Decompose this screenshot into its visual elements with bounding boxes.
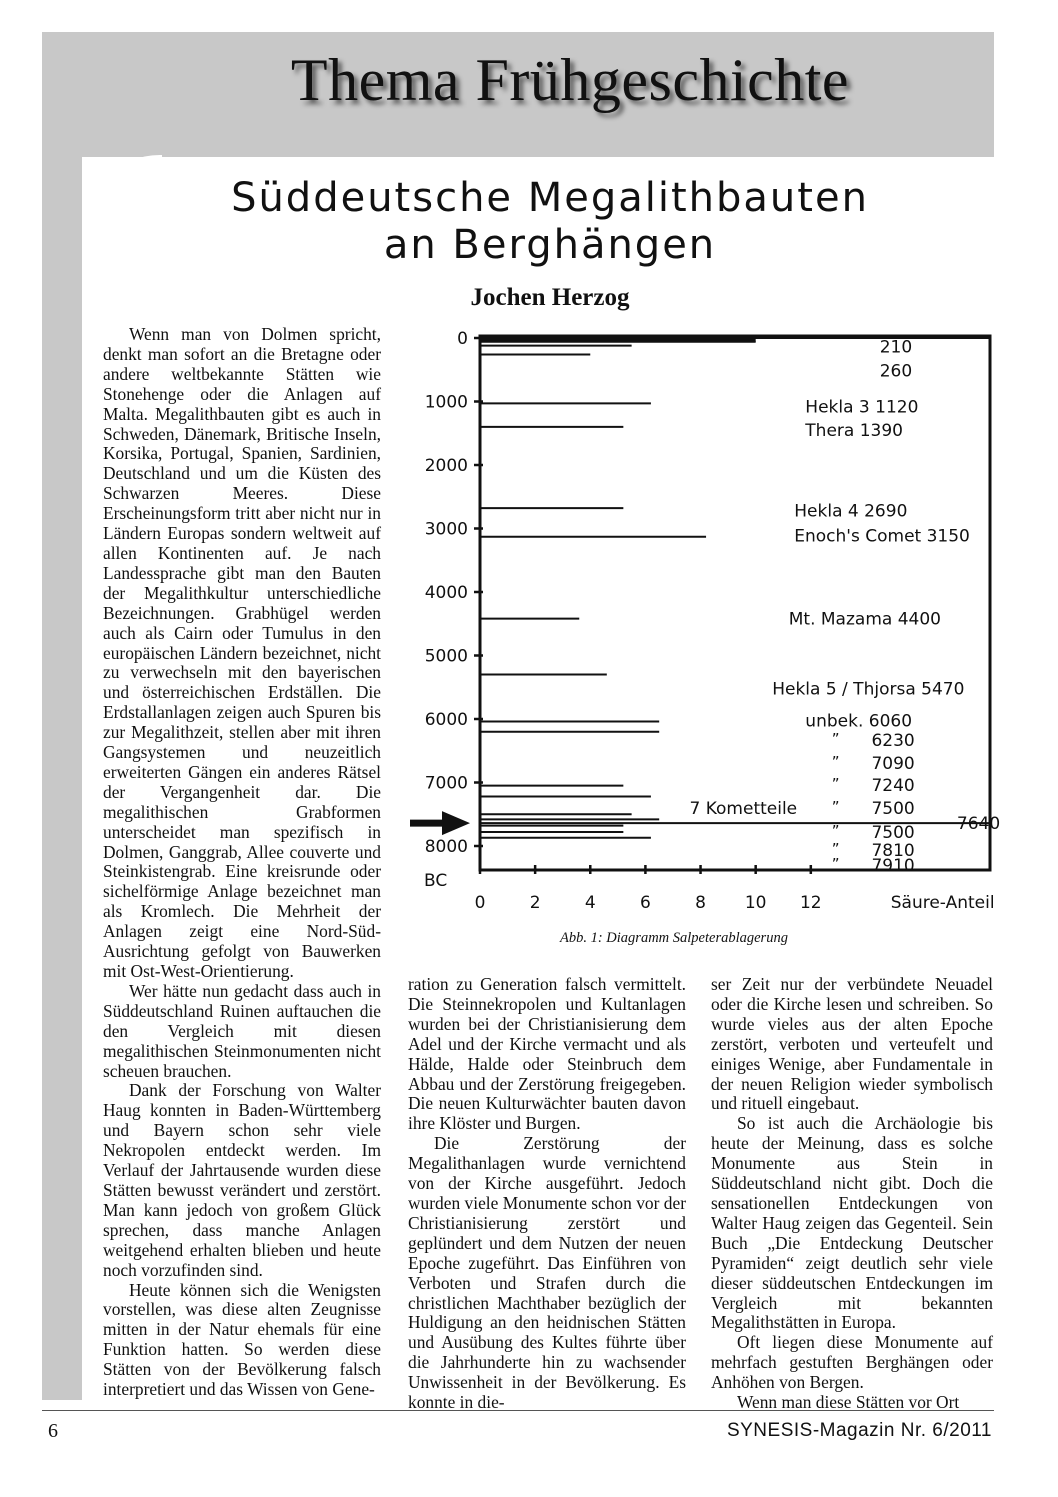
chart-annotation: Mt. Mazama 4400 (788, 609, 941, 630)
ditto-mark: ” (831, 855, 840, 874)
paragraph: Wer hätte nun gedacht dass auch in Süddeutschland Ruinen auftauchen die den Vergleich mit diesen megalithischen Steinmonumenten nicht scheuen brauchen. (103, 980, 381, 1081)
y-tick-label: 1000 (424, 392, 468, 413)
x-tick-label: 8 (695, 893, 706, 913)
x-tick-label: 0 (474, 893, 486, 913)
y-tick-label: 5000 (424, 646, 468, 667)
y-tick-label: 6000 (424, 710, 468, 730)
article-title (180, 175, 920, 269)
side-curve (82, 155, 162, 235)
footer-magazine: SYNESIS-Magazin Nr. 6/2011 (726, 1420, 992, 1441)
chart-annotation: 7 Kometteile (689, 798, 798, 819)
section-title: Thema Frühgeschichte (290, 47, 850, 113)
ditto-mark: ” (831, 775, 840, 794)
y-tick-label: 3000 (424, 519, 468, 540)
x-tick-label: 10 (744, 893, 767, 913)
text-column-2 (408, 975, 686, 1413)
paragraph: Wenn man von Dolmen spricht, denkt man sofort an die Bretagne oder andere weltbekannte Stätten wie Stonehenge oder die Anlagen auf Malta. Megalithbauten gibt es auch in Schweden, Dänemark, Britische Inseln, Korsika, Portugal, Spanien, Sardinien, Deutschland und um die Küsten des Schwarzen Meeres. Diese Erscheinungsform tritt aber nicht nur in Ländern Europas sondern weltweit auf allen Kontinenten auf. Je nach Landessprache gibt man den Bauten der Megalithkultur unterschiedliche Bezeichnungen. Grabhügel werden auch als Cairn oder Tumulus in den europäischen Ländern bezeichnet, nicht zu verwechseln mit den bayerischen und österreichischen Erdställen. Die Erdstallanlagen zeigen auch Spuren bis zur Megalithzeit, stellen aber mit ihren Gangsystemen und neuzeitlich erweiterten Gängen ein anderes Rätsel der Vergangenheit dar. Die megalithischen Grabformen unterscheidet man spezifisch in Dolmen, Ganggrab, Allee couverte und Steinkistengrab. Eine kreisrunde oder sichelförmige Anlage bezeichnet man als Kromlech. Die Mehrheit der Anlagen zeigt eine Nord-Süd-Ausrichtung gefolgt von Bauwerken mit Ost-West-Orientierung. (103, 324, 381, 981)
text-column-1 (103, 325, 381, 1400)
chart-annotation: Thera 1390 (805, 421, 904, 442)
ditto-mark: ” (831, 822, 840, 841)
paragraph: ration zu Generation falsch vermittelt. Die Steinnekropolen und Kultanlagen wurden bei der Christianisierung dem Adel und der Kirche vermacht und als Hälde, Halde oder Steinbruch dem Abbau und der Zerstörung freigegeben. Die neuen Kulturwächter bauten davon ihre Klöster und Burgen. (408, 974, 686, 1134)
article-title-line1: Süddeutsche Megalithbauten (231, 175, 869, 221)
ditto-mark: ” (831, 839, 840, 858)
y-axis-bottom-label: BC (424, 871, 448, 891)
figure-caption: Abb. 1: Diagramm Salpeterablagerung (560, 930, 788, 946)
x-tick-label: 4 (584, 893, 596, 913)
x-tick-label: 12 (799, 893, 822, 913)
page-number: 6 (48, 1420, 58, 1442)
chart-svg (404, 320, 1000, 920)
chart-annotation: 260 (879, 361, 913, 382)
side-band (42, 150, 82, 1400)
chart-annotation: 210 (879, 337, 913, 358)
chart-annotation: 7640 (956, 814, 1001, 835)
chart-annotation: Hekla 5 / Thjorsa 5470 (772, 679, 965, 700)
chart-annotation: 6230 (871, 730, 915, 751)
paragraph: Dank der Forschung von Walter Haug konnten in Baden-Württemberg und Bayern schon sehr viele Nekropolen entdeckt werden. Im Verlauf der Jahrtausende wurden diese Stätten bewusst verändert und zerstört. Man kann jedoch von großem Glück sprechen, dass manche Anlagen weitgehend erhalten blieben und heute noch vorzufinden sind. (103, 1080, 381, 1280)
paragraph: Die Zerstörung der Megalithanlagen wurde vernichtend von der Kirche ausgeführt. Jedoch wurden viele Monumente schon vor der Christianisierung zerstört und geplündert und dem Nutzen der neuen Epoche zugeführt. Das Einführen von Verboten und Strafen durch die christlichen Machthaber bezüglich der Huldigung an den heidnischen Stätten und Ausübung des Kultes führte über die Jahrhunderte hin zu wachsender Unwissenheit in der Bevölkerung. Es konnte in die- (408, 1133, 686, 1413)
arrow-head (442, 811, 470, 835)
chart-annotation: Hekla 4 2690 (794, 501, 908, 522)
chart-annotation: 7090 (871, 753, 915, 774)
chart-annotation: 7810 (871, 840, 915, 861)
chart-annotation: Enoch's Comet 3150 (794, 526, 970, 547)
x-tick-label: 6 (639, 893, 651, 913)
y-tick-label: 7000 (424, 773, 468, 794)
chart-annotation: 7240 (871, 776, 915, 797)
chart-annotation: Hekla 3 1120 (805, 397, 919, 418)
y-tick-label: 8000 (424, 837, 468, 857)
paragraph: ser Zeit nur der verbündete Neuadel oder die Kirche lesen und schreiben. So wurde vieles aus der alten Epoche zerstört, verboten und verteufelt und einiges Wenige, aber Fundamentale in der neuen Religion wieder symbolisch und rituell eingebaut. (711, 974, 993, 1114)
x-axis-label: Säure-Anteil (890, 893, 995, 913)
article-title-line2: an Berghängen (383, 222, 717, 268)
acid-deposition-chart (404, 320, 1000, 920)
chart-annotation: 7910 (871, 856, 915, 877)
paragraph: Heute können sich die Wenigsten vorstellen, was diese alten Zeugnisse mitten in der Natur ehemals für eine Funktion hatten. So werden diese Stätten von der Bevölkerung falsch interpretiert und das Wissen von Gene- (103, 1279, 381, 1400)
ditto-mark: ” (831, 729, 840, 748)
x-tick-label: 2 (529, 893, 541, 913)
paragraph: Wenn man diese Stätten vor Ort (737, 1392, 960, 1413)
y-tick-label: 0 (457, 329, 468, 349)
author: Jochen Herzog (470, 284, 630, 311)
paragraph: So ist auch die Archäologie bis heute der Meinung, dass es solche Monumente aus Stein in Süddeutschland nicht gibt. Doch die sensationellen Entdeckungen von Walter Haug zeigen das Gegenteil. Sein Buch „Die Entdeckung Deutscher Pyramiden“ zeigt deutlich sehr viele dieser süddeutschen Entdeckungen im Vergleich mit bekannten Megalithstätten in Europa. (711, 1113, 993, 1333)
text-column-3 (711, 975, 993, 1413)
chart-annotation: 7500 (871, 798, 915, 819)
ditto-mark: ” (831, 752, 840, 771)
footer-rule (42, 1410, 994, 1411)
chart-annotation: unbek. 6060 (805, 711, 913, 732)
ditto-mark: ” (831, 797, 840, 816)
paragraph: Oft liegen diese Monumente auf mehrfach gestuften Berghängen oder Anhöhen von Bergen. (711, 1332, 993, 1393)
y-tick-label: 4000 (424, 583, 468, 603)
y-tick-label: 2000 (424, 456, 468, 476)
chart-annotation: 7500 (871, 823, 915, 844)
